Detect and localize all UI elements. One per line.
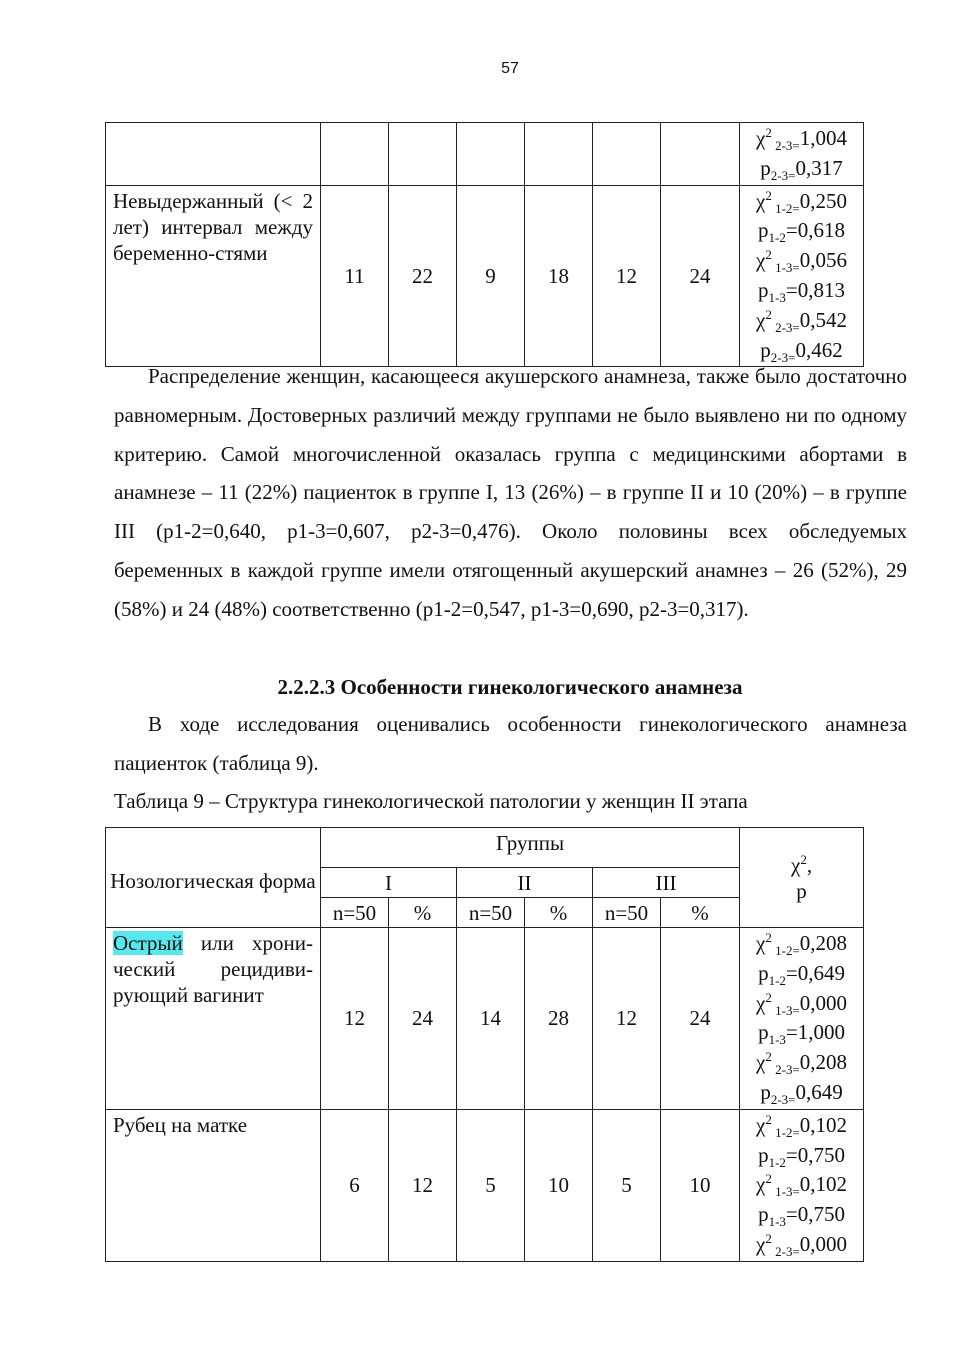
paragraph-text: В ходе исследования оценивались особенности гинекологического анамнеза пациенток (таблица 9). [114,712,907,775]
cell-value: 14 [457,928,525,1110]
cell-value: 24 [389,928,457,1110]
table-row [106,928,864,1110]
table-row [106,1109,864,1261]
cell-value: 12 [593,928,661,1110]
table-caption: Таблица 9 – Структура гинекологической патологии у женщин II этапа [114,789,748,813]
header-pct: % [389,898,457,928]
paragraph-gyn [114,705,907,783]
header-n: n=50 [457,898,525,928]
cell-value: 11 [321,185,389,367]
cell-value: 24 [661,928,740,1110]
header-pct: % [525,898,593,928]
page-number: 57 [501,60,519,77]
header-stat: $\chi^2$, p [740,828,864,928]
cell-value: 24 [661,185,740,367]
cell-stat: $\chi^2$ $_{2-3=}$1,004 $p_{2-3=}0,317$ [740,123,864,186]
header-n: n=50 [593,898,661,928]
header-group-3: III [593,868,740,898]
cell-value: 12 [593,185,661,367]
table-continuation [105,122,864,367]
cell-stat: $\chi^2$ $_{1-2=}$0,102 $p_{1-2}=0,750$ $\chi^2$ $_{1-3=}$0,102 $p_{1-3}=0,750$ $\chi^2$ $_{2-3=}$0,000 [740,1109,864,1261]
cell-stat: $\chi^2$ $_{1-2=}$0,208 $p_{1-2}=0,649$ $\chi^2$ $_{1-3=}$0,000 $p_{1-3}=1,000$ $\chi^2$ $_{2-3=}$0,208 $p_{2-3=}0,649$ [740,928,864,1110]
section-heading: 2.2.2.3 Особенности гинекологического анамнеза [277,675,743,699]
header-pct: % [661,898,740,928]
table-header-row [106,828,864,868]
cell-name: Невыдержанный (< 2 лет) интервал между беременно-стями [106,185,321,367]
table-9 [105,827,864,1262]
paragraph-obstetric [114,357,907,629]
cell-value: 28 [525,928,593,1110]
highlighted-word: Острый [113,931,183,955]
cell-value: 22 [389,185,457,367]
header-nosology: Нозологическая форма [106,828,321,928]
header-groups: Группы [321,828,740,868]
cell-value: 5 [457,1109,525,1261]
cell-value: 5 [593,1109,661,1261]
cell-value: 12 [389,1109,457,1261]
table-row [106,185,864,367]
cell-name: Рубец на матке [106,1109,321,1261]
paragraph-text: Распределение женщин, касающееся акушерского анамнеза, также было достаточно равномерным. Достоверных различий между группами не было выявлено ни по одному критерию. Самой многочисленной оказалась группа с медицинскими абортами в анамнезе – 11 (22%) пациенток в группе I, 13 (26%) – в группе II и 10 (20%) – в группе III (p1-2=0,640, p1-3=0,607, p2-3=0,476). Около половины всех обследуемых беременных в каждой группе имели отягощенный акушерский анамнез – 26 (52%), 29 (58%) и 24 (48%) соответственно (p1-2=0,547, p1-3=0,690, p2-3=0,317). [114,364,907,621]
cell-value: 6 [321,1109,389,1261]
table-row [106,123,864,186]
cell-value: 18 [525,185,593,367]
header-group-1: I [321,868,457,898]
cell-name: Острый или хрони-ческий рецидиви-рующий вагинит [106,928,321,1110]
cell-stat: $\chi^2$ $_{1-2=}$0,250 $p_{1-2}=0,618$ $\chi^2$ $_{1-3=}$0,056 $p_{1-3}=0,813$ $\chi^2$ $_{2-3=}$0,542 $p_{2-3=}0,462$ [740,185,864,367]
cell-value: 12 [321,928,389,1110]
cell-value: 10 [525,1109,593,1261]
header-group-2: II [457,868,593,898]
cell-value: 9 [457,185,525,367]
header-n: n=50 [321,898,389,928]
cell-value: 10 [661,1109,740,1261]
cell-name [106,123,321,186]
